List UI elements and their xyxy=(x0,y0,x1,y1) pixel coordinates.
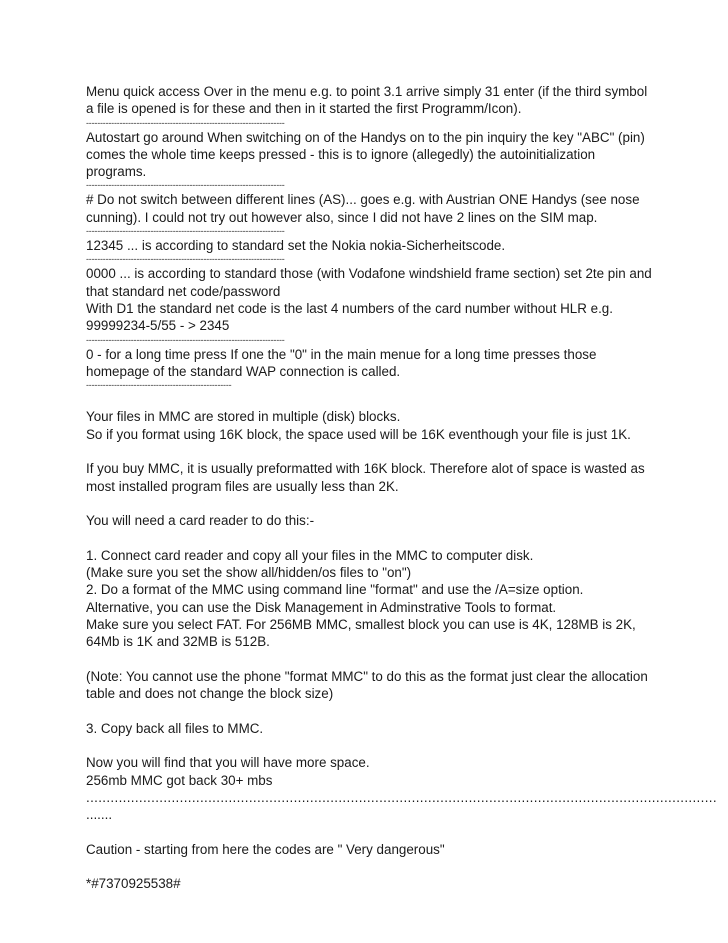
text-line: 99999234-5/55 - > 2345 xyxy=(86,318,230,334)
text-line: ....... xyxy=(86,807,113,823)
text-line: Now you will find that you will have more space. xyxy=(86,755,370,771)
separator-line: ----------------------------------------------------------------------- xyxy=(86,254,285,265)
blank-line xyxy=(86,443,666,460)
blank-line xyxy=(86,858,666,875)
text-line: Your files in MMC are stored in multiple (disk) blocks. xyxy=(86,409,401,425)
separator-line: ----------------------------------------------------------------------- xyxy=(86,180,285,191)
text-line: 256mb MMC got back 30+ mbs xyxy=(86,772,273,788)
text-line: 12345 ... is according to standard set the Nokia nokia-Sicherheitscode. xyxy=(86,238,506,254)
text-line: homepage of the standard WAP connection is called. xyxy=(86,363,401,379)
text-line: that standard net code/password xyxy=(86,283,281,299)
text-line: 0 - for a long time press If one the "0" in the main menue for a long time presses those xyxy=(86,346,597,362)
text-line: 1. Connect card reader and copy all your files in the MMC to computer disk. xyxy=(86,547,534,563)
blank-line xyxy=(86,824,666,841)
text-line: *#7370925538# xyxy=(86,876,181,892)
text-line: With D1 the standard net code is the last 4 numbers of the card number without HLR e.g. xyxy=(86,300,613,316)
text-line: (Make sure you set the show all/hidden/os files to "on") xyxy=(86,565,412,581)
text-line: most installed program files are usually less than 2K. xyxy=(86,478,399,494)
text-line: Make sure you select FAT. For 256MB MMC, smallest block you can use is 4K, 128MB is 2K, xyxy=(86,617,636,633)
separator-line: ----------------------------------------------------------------------- xyxy=(86,117,285,128)
text-line: If you buy MMC, it is usually preformatted with 16K block. Therefore alot of space is wasted as xyxy=(86,461,645,477)
blank-line xyxy=(86,703,666,720)
text-line: comes the whole time keeps pressed - this is to ignore (allegedly) the autoinitialization xyxy=(86,146,596,162)
text-line: # Do not switch between different lines (AS)... goes e.g. with Austrian ONE Handys (see nose xyxy=(86,192,640,208)
separator-line: ----------------------------------------------------------------------- xyxy=(86,226,285,237)
dotted-separator: ........................................................................................................................................................... xyxy=(86,789,717,805)
text-line: 0000 ... is according to standard those (with Vodafone windshield frame section) set 2te pin and xyxy=(86,266,652,282)
text-line: a file is opened is for these and then in it started the first Programm/Icon). xyxy=(86,101,522,117)
text-line: Menu quick access Over in the menu e.g. to point 3.1 arrive simply 31 enter (if the third symbol xyxy=(86,84,648,99)
blank-line xyxy=(86,530,666,547)
text-line: 2. Do a format of the MMC using command line "format" and use the /A=size option. xyxy=(86,582,584,598)
text-line: (Note: You cannot use the phone "format MMC" to do this as the format just clear the allocation xyxy=(86,668,648,684)
text-line: cunning). I could not try out however also, since I did not have 2 lines on the SIM map. xyxy=(86,209,598,225)
separator-line: ---------------------------------------------------- xyxy=(86,380,232,391)
text-line: 64Mb is 1K and 32MB is 512B. xyxy=(86,634,270,650)
text-line: Caution - starting from here the codes are " Very dangerous" xyxy=(86,841,445,857)
text-line: So if you format using 16K block, the space used will be 16K eventhough your file is just 1K. xyxy=(86,426,631,442)
text-line: Alternative, you can use the Disk Management in Adminstrative Tools to format. xyxy=(86,599,557,615)
blank-line xyxy=(86,495,666,512)
text-line: 3. Copy back all files to MMC. xyxy=(86,720,264,736)
text-line: You will need a card reader to do this:- xyxy=(86,513,315,529)
text-line: Autostart go around When switching on of the Handys on to the pin inquiry the key "ABC" (pin) xyxy=(86,129,645,145)
separator-line: ----------------------------------------------------------------------- xyxy=(86,334,285,345)
text-line: programs. xyxy=(86,164,147,180)
blank-line xyxy=(86,737,666,754)
blank-line xyxy=(86,651,666,668)
text-line: table and does not change the block size) xyxy=(86,686,334,702)
document-page xyxy=(86,83,717,893)
blank-line xyxy=(86,391,666,408)
